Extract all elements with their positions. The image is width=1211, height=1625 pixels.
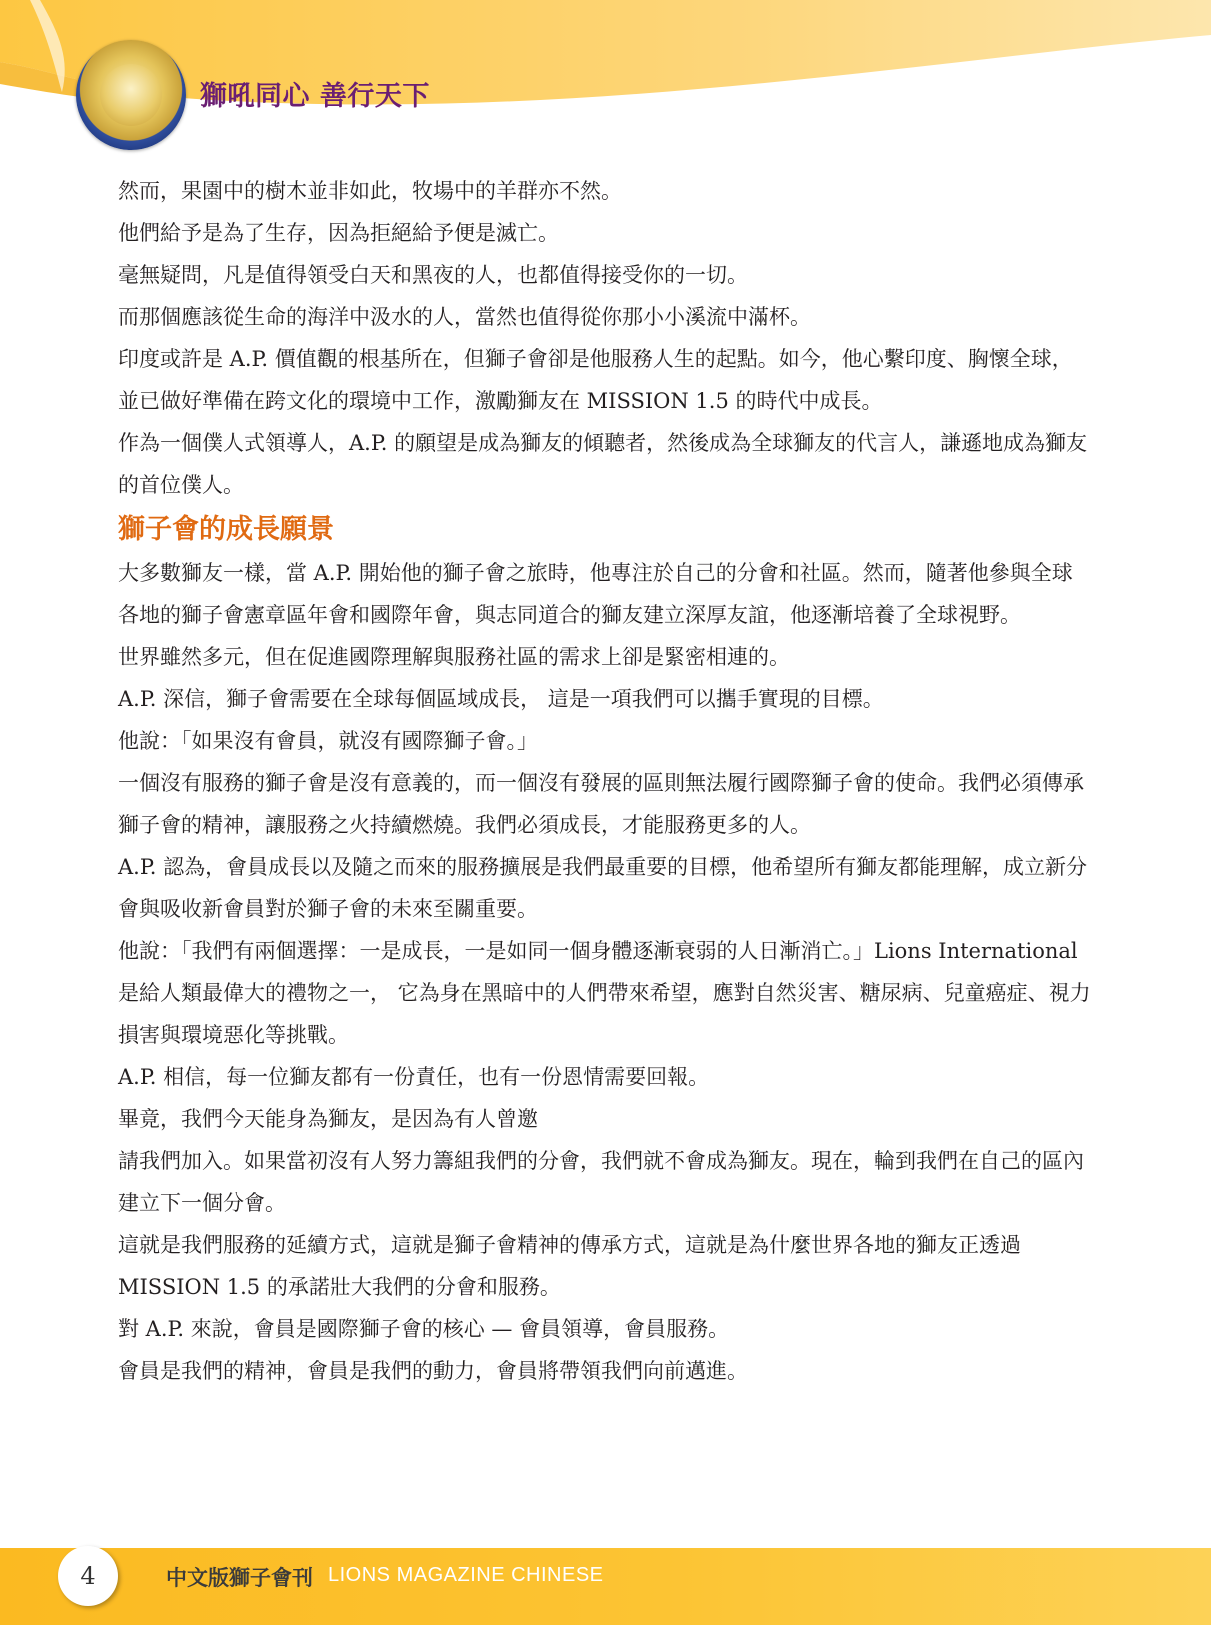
article-paragraph: A.P. 相信，每一位獅友都有一份責任，也有一份恩情需要回報。: [118, 1065, 710, 1089]
magazine-subtitle: LIONS MAGAZINE CHINESE: [328, 1564, 604, 1586]
page-number: 4: [58, 1546, 118, 1606]
article-paragraph: 世界雖然多元，但在促進國際理解與服務社區的需求上卻是緊密相連的。: [118, 645, 790, 669]
article-paragraph: 作為一個僕人式領導人，A.P. 的願望是成為獅友的傾聽者，然後成為全球獅友的代言人，謙遜地成為獅友的首位僕人。: [118, 431, 1088, 497]
article-paragraph: 而那個應該從生命的海洋中汲水的人，當然也值得從你那小小溪流中滿杯。: [118, 305, 811, 329]
article-paragraph: 他們給予是為了生存，因為拒絕給予便是滅亡。: [118, 221, 559, 245]
article-paragraph: 毫無疑問，凡是值得領受白天和黑夜的人，也都值得接受你的一切。: [118, 263, 748, 287]
article-paragraph: 這就是我們服務的延續方式，這就是獅子會精神的傳承方式，這就是為什麼世界各地的獅友正透過 MISSION 1.5 的承諾壯大我們的分會和服務。: [118, 1233, 1021, 1299]
article-paragraph: 印度或許是 A.P. 價值觀的根基所在，但獅子會卻是他服務人生的起點。如今，他心繫印度、胸懷全球， 並已做好準備在跨文化的環境中工作，激勵獅友在 MISSION 1.5 的時代中成長。: [118, 347, 1073, 413]
article-paragraph: A.P. 認為，會員成長以及隨之而來的服務擴展是我們最重要的目標，他希望所有獅友都能理解，成立新分會與吸收新會員對於獅子會的未來至關重要。: [118, 855, 1088, 921]
article-paragraph: A.P. 深信，獅子會需要在全球每個區域成長， 這是一項我們可以攜手實現的目標。: [118, 687, 884, 711]
section-heading: 獅子會的成長願景: [118, 514, 334, 545]
article-body: [118, 170, 1093, 1392]
article-paragraph: 畢竟，我們今天能身為獅友，是因為有人曾邀: [118, 1107, 538, 1131]
article-paragraph: 他說：「如果沒有會員，就沒有國際獅子會。」: [118, 729, 538, 753]
lions-district-seal-icon: [76, 40, 186, 150]
header-slogan: 獅吼同心 善行天下: [200, 81, 430, 112]
article-paragraph: 一個沒有服務的獅子會是沒有意義的，而一個沒有發展的區則無法履行國際獅子會的使命。我們必須傳承獅子會的精神，讓服務之火持續燃燒。我們必須成長，才能服務更多的人。: [118, 771, 1084, 837]
magazine-title: 中文版獅子會刊: [166, 1566, 313, 1590]
article-paragraph: 會員是我們的精神，會員是我們的動力，會員將帶領我們向前邁進。: [118, 1359, 748, 1383]
article-paragraph: 他說：「我們有兩個選擇：一是成長，一是如同一個身體逐漸衰弱的人日漸消亡。」Lions International 是給人類最偉大的禮物之一， 它為身在黑暗中的人們帶來希望，應對自然災害、糖尿病、兒童癌症、視力損害與環境惡化等挑戰。: [118, 939, 1091, 1047]
article-paragraph: 請我們加入。如果當初沒有人努力籌組我們的分會，我們就不會成為獅友。現在，輪到我們在自己的區內建立下一個分會。: [118, 1149, 1084, 1215]
article-paragraph: 然而，果園中的樹木並非如此，牧場中的羊群亦不然。: [118, 179, 622, 203]
article-paragraph: 對 A.P. 來說，會員是國際獅子會的核心 — 會員領導，會員服務。: [118, 1317, 730, 1341]
article-paragraph: 大多數獅友一樣，當 A.P. 開始他的獅子會之旅時，他專注於自己的分會和社區。然而，隨著他參與全球各地的獅子會憲章區年會和國際年會，與志同道合的獅友建立深厚友誼，他逐漸培養了全球視野。: [118, 561, 1073, 627]
seal-emblem: [100, 64, 162, 126]
